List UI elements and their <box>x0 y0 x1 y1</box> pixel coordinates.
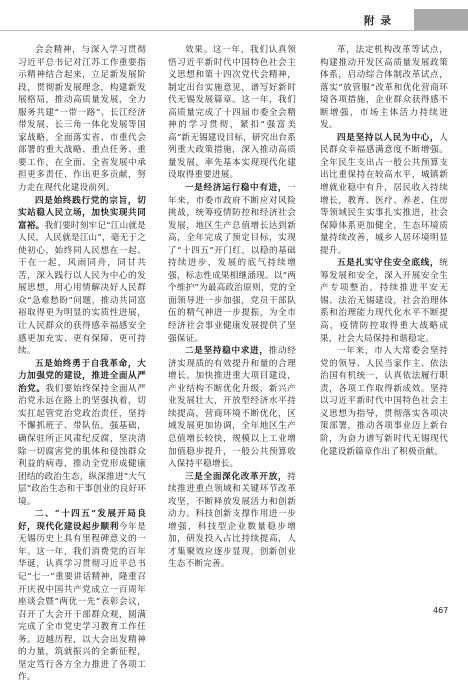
paragraph-text: 我们要始终保持全面从严治党永远在路上的坚强执着，切实扛起管党治党政治责任，坚持不懈抓班子、带队伍，强基础，确保驻所正风肃纪反腐，坚决清除一切腐害党的肌体和侵蚀群众利益的病毒，推动全党形成健康团结的政治生态，纵深推进“大气层”政治生态和干事创业的良好环境。 <box>18 383 146 507</box>
paragraph-lead: 二是坚持稳中求进， <box>185 346 269 357</box>
section-label: 附录 <box>364 15 397 27</box>
paragraph-text: 一年来，市人大常委会坚持党的领导、人民当家作主、依法治国有机统一，认真依法履行职责，各项工作取得新成效。坚持以习近平新时代中国特色社会主义思想为指导，贯彻落实各项决策部署，推动各项事业迈上新台阶，为奋力谱写新时代无锡现代化建设新篇章作出了积极贡献。 <box>320 346 448 457</box>
paragraph <box>18 508 146 684</box>
paragraph <box>320 132 448 257</box>
paragraph-lead: 二、“十四五”发展开局良好，现代化建设起步顺利 <box>18 509 146 532</box>
text-column-3 <box>320 44 448 604</box>
text-column-2 <box>168 44 296 604</box>
paragraph-text: 革，法定机构改革等试点，构建推动开发区高质量发展政策体系，启动综合体制改革试点，落实“放管服”改革和优化营商环境各项措施，企业群众获得感不断增强，市场主体活力持续迸发。 <box>320 45 448 131</box>
running-header <box>0 0 468 34</box>
paragraph-lead: 五是扎实守住安全底线， <box>337 258 440 269</box>
paragraph-text: 效果。这一年，我们认真领悟习近平新时代中国特色社会主义思想和第十四次党代会精神，制定出台实施意见，谱写好新时代无锡发展篇章。这一年，我们高质量完成了十四届市委全会精神的学习贯彻，紧扣“强富美高”新无锡建设目标，研究出台系列重大政策措施，深入推动高质量发展，率先基本实现现代化建设取得重要进展。 <box>168 45 296 181</box>
paragraph-text: 今年是无锡历史上具有里程碑意义的一年。这一年，我们消费党的百年华诞，认真学习贯彻习近平总书记“七一”重要讲话精神，隆重召开庆祝中国共产党成立一百周年座谈会暨“两优一先”表彰会议，召开了大会开干部群众观，圆满完成了全市党史学习教育工作任务。迈越历程，以大会出发精神的力量，筑就振兴的全新征程，坚定笃行各方全力推进了各项工作。 <box>18 521 146 683</box>
paragraph-lead: 五是始终勇于自我革命，大力加强党的建设，推进全面从严治党。 <box>18 358 146 394</box>
paragraph <box>320 345 448 458</box>
paragraph <box>18 44 146 195</box>
paragraph <box>320 44 448 132</box>
paragraph-lead: 四是始终践行党的宗旨，切实站稳人民立场，加快实现共同富裕。 <box>18 195 146 231</box>
paragraph-text: 统筹发展和安全，深入开展安全生产专项整治，持续推进平安无锡、法治无锡建设，社会治理体系和治理能力现代化水平不断提高，疫情防控取得重大战略成果，社会大局保持和谐稳定。 <box>320 258 448 344</box>
text-column-1 <box>18 44 146 683</box>
paragraph-text: 我们要时刻牢记“江山就是人民，人民就是江山”，毫无于之使初心，始终同人民想在一起、干在一起，风雨同舟，同甘共苦，深入践行以人民为中心的发展思想，用心用情解决好人民群众“急难愁盼”问题，推动共同富裕取得更为明显的实质性进展，让人民群众的获得感幸福感安全感更加充实、更有保障、更可持续。 <box>18 220 146 357</box>
paragraph <box>168 44 296 182</box>
paragraph-text: 持续推进重点领域和关键环节改革攻坚，不断释放发展活力和创新动力。科技创新支撑作用进一步增强，科技型企业数量稳步增加，研发投入占比持续提高，人才集聚效应逐步显现，创新创业生态不断完善。 <box>168 471 296 570</box>
paragraph-lead: 一是经济运行稳中有进， <box>185 183 288 194</box>
paragraph-text: 会会精神，与深入学习贯彻习近平总书记对江苏工作重要指示精神结合起来，立足新发展阶段，贯彻新发展理念，构建新发展格局，推动高质量发展，全力服务共建“一带一路”、长江经济带发展、长三角一体化发展等国家战略，全面落实省、市重代会部署的重大战略、重点任务、重要工作，在全面、全省发展中承担更多责任、作出更多贡献，努力走在现代化建设前列。 <box>18 45 146 194</box>
paragraph <box>320 257 448 345</box>
paragraph <box>18 358 146 509</box>
paragraph-lead: 三是全面深化改革开放， <box>185 471 288 482</box>
paragraph-lead: 四是坚持以人民为中心， <box>337 132 440 143</box>
paragraph <box>18 195 146 358</box>
header-rule <box>0 30 468 31</box>
page-number: 467 <box>433 606 449 615</box>
paragraph-text: 一年来，市委市政府不断应对风险挑战，统筹疫情防控和经济社会发展，地区生产总值增长达到新高，全年完成了预定目标，实现了“十四五”开门红，以稳的基础持续进步，发展的底气持续增强，标志性成果相继涌现。以“两个维护”为最高政治原则，党的全面领导进一步加强，党员干部队伍的精气神进一步提振，为全市经济社会事业健康发展提供了坚强保证。 <box>168 183 296 344</box>
paragraph <box>168 345 296 470</box>
paragraph <box>168 182 296 345</box>
paragraph <box>168 471 296 571</box>
paragraph-text: 人民群众幸福感满意度不断增强。全年民生支出占一般公共预算支出比重保持在较高水平，城镇新增就业稳中有升，居民收入持续增长，教育、医疗、养老、住房等领域民生实事扎实推进，社会保障体系更加健全，生态环境质量持续改善，城乡人居环境明显提升。 <box>320 132 448 256</box>
paragraph-text: 推动经济实现质的有效提升和量的合理增长。加快推进重大项目建设，产业结构不断优化升级，新兴产业发展壮大，开放型经济水平持续提高，营商环境不断优化，区域发展更加协调，全年地区生产总值增长较快，规模以上工业增加值稳步提升，一般公共预算收入保持平稳增长。 <box>168 346 296 470</box>
section-tab <box>414 9 468 30</box>
